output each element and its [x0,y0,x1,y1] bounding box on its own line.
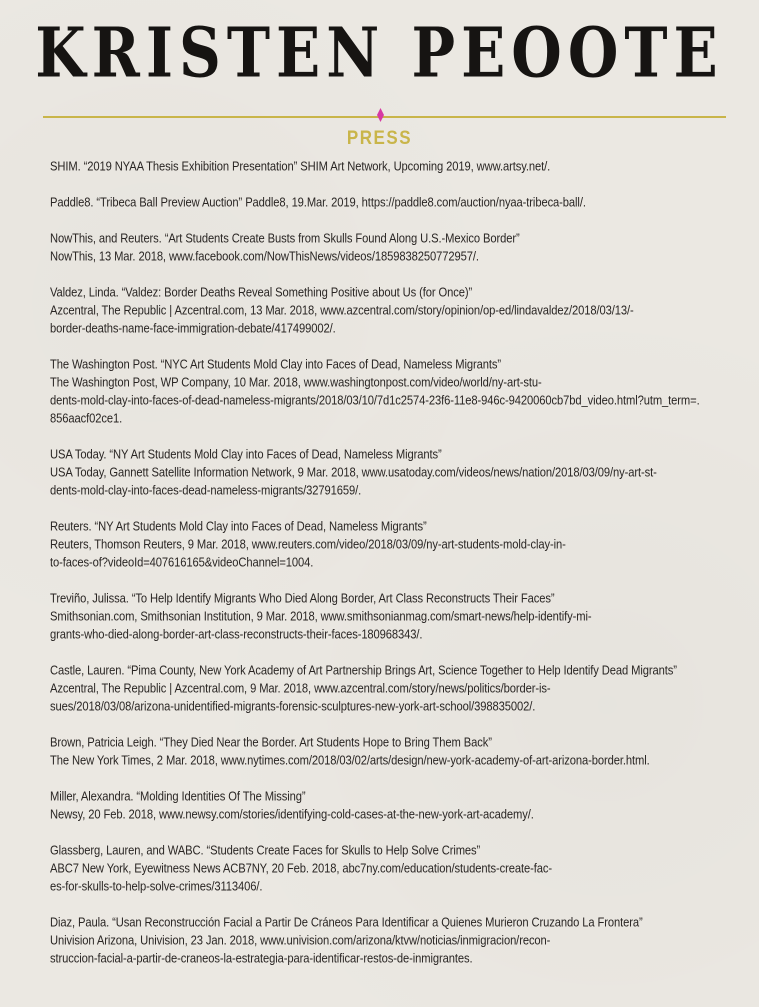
entry-citation-line: dents-mold-clay-into-faces-dead-nameless-migrants/32791659/. [50,484,362,498]
entry-citation-line: struccion-facial-a-partir-de-craneos-la-estrategia-para-identificar-restos-de-inmigrantes. [50,952,473,966]
press-entry [50,284,740,338]
entry-citation-line: border-deaths-name-face-immigration-debate/417499002/. [50,322,336,336]
section-heading: PRESS [346,126,413,149]
entry-headline: Brown, Patricia Leigh. “They Died Near the Border. Art Students Hope to Bring Them Back” [50,736,492,750]
press-entry [50,518,740,572]
entry-citation-line: Newsy, 20 Feb. 2018, www.newsy.com/stories/identifying-cold-cases-at-the-new-york-art-academy/. [50,808,534,822]
press-entry [50,158,740,176]
press-entry [50,590,740,644]
diamond-ornament-icon [377,108,384,122]
entry-headline: The Washington Post. “NYC Art Students Mold Clay into Faces of Dead, Nameless Migrants” [50,358,502,372]
entry-headline: Valdez, Linda. “Valdez: Border Deaths Reveal Something Positive about Us (for Once)” [50,286,473,300]
entry-citation-line: Reuters, Thomson Reuters, 9 Mar. 2018, www.reuters.com/video/2018/03/09/ny-art-students-mold-clay-in- [50,538,566,552]
entry-citation-line: Smithsonian.com, Smithsonian Institution, 9 Mar. 2018, www.smithsonianmag.com/smart-news/help-identify-mi- [50,610,592,624]
press-entry [50,356,740,428]
entry-citation-line: to-faces-of?videoId=407616165&videoChannel=1004. [50,556,314,570]
entry-citation-line: Azcentral, The Republic | Azcentral.com, 13 Mar. 2018, www.azcentral.com/story/opinion/op-ed/lindavaldez/2018/03/13/- [50,304,634,318]
entry-citation-line: ABC7 New York, Eyewitness News ACB7NY, 20 Feb. 2018, abc7ny.com/education/students-create-fac- [50,862,552,876]
entry-citation-line: NowThis, 13 Mar. 2018, www.facebook.com/NowThisNews/videos/1859838250772957/. [50,250,479,264]
press-entry [50,194,740,212]
divider-rule [43,116,726,118]
entry-citation-line: The New York Times, 2 Mar. 2018, www.nytimes.com/2018/03/02/arts/design/new-york-academy-of-art-arizona-border.html. [50,754,650,768]
entry-headline: SHIM. “2019 NYAA Thesis Exhibition Presentation” SHIM Art Network, Upcoming 2019, www.artsy.net/. [50,160,551,174]
press-entry [50,662,740,716]
entry-headline: Diaz, Paula. “Usan Reconstrucción Facial a Partir De Cráneos Para Identificar a Quienes Murieron Cruzando La Frontera” [50,916,643,930]
entry-headline: Treviño, Julissa. “To Help Identify Migrants Who Died Along Border, Art Class Reconstructs Their Faces” [50,592,555,606]
entry-headline: Paddle8. “Tribeca Ball Preview Auction” Paddle8, 19.Mar. 2019, https://paddle8.com/auction/nyaa-tribeca-ball/. [50,196,586,210]
press-entry [50,230,740,266]
entry-headline: NowThis, and Reuters. “Art Students Create Busts from Skulls Found Along U.S.-Mexico Border” [50,232,520,246]
press-entry [50,734,740,770]
press-entry [50,914,740,968]
entry-citation-line: USA Today, Gannett Satellite Information Network, 9 Mar. 2018, www.usatoday.com/videos/news/nation/2018/03/09/ny-art-st- [50,466,657,480]
entry-citation-line: 856aacf02ce1. [50,412,123,426]
entry-citation-line: Azcentral, The Republic | Azcentral.com, 9 Mar. 2018, www.azcentral.com/story/news/politics/border-is- [50,682,551,696]
entry-citation-line: Univision Arizona, Univision, 23 Jan. 2018, www.univision.com/arizona/ktvw/noticias/inmigracion/recon- [50,934,551,948]
entry-headline: Reuters. “NY Art Students Mold Clay into Faces of Dead, Nameless Migrants” [50,520,427,534]
press-entry [50,842,740,896]
entry-citation-line: grants-who-died-along-border-art-class-reconstructs-their-faces-180968343/. [50,628,423,642]
press-entry [50,788,740,824]
page-title: KRISTEN PEOOTE [35,12,724,94]
entry-headline: Glassberg, Lauren, and WABC. “Students Create Faces for Skulls to Help Solve Crimes” [50,844,481,858]
entry-headline: Castle, Lauren. “Pima County, New York Academy of Art Partnership Brings Art, Science Together to Help Identify Dead Migrants” [50,664,677,678]
press-list [50,158,740,986]
entry-citation-line: sues/2018/03/08/arizona-unidentified-migrants-forensic-sculptures-new-york-art-school/398835002/. [50,700,536,714]
entry-citation-line: The Washington Post, WP Company, 10 Mar. 2018, www.washingtonpost.com/video/world/ny-art-stu- [50,376,542,390]
entry-headline: Miller, Alexandra. “Molding Identities Of The Missing” [50,790,306,804]
entry-headline: USA Today. “NY Art Students Mold Clay into Faces of Dead, Nameless Migrants” [50,448,442,462]
entry-citation-line: dents-mold-clay-into-faces-of-dead-nameless-migrants/2018/03/10/7d1c2574-23f6-11e8-946c-9420060cb7bd_video.html?utm_term=. [50,394,700,408]
press-entry [50,446,740,500]
entry-citation-line: es-for-skulls-to-help-solve-crimes/3113406/. [50,880,263,894]
